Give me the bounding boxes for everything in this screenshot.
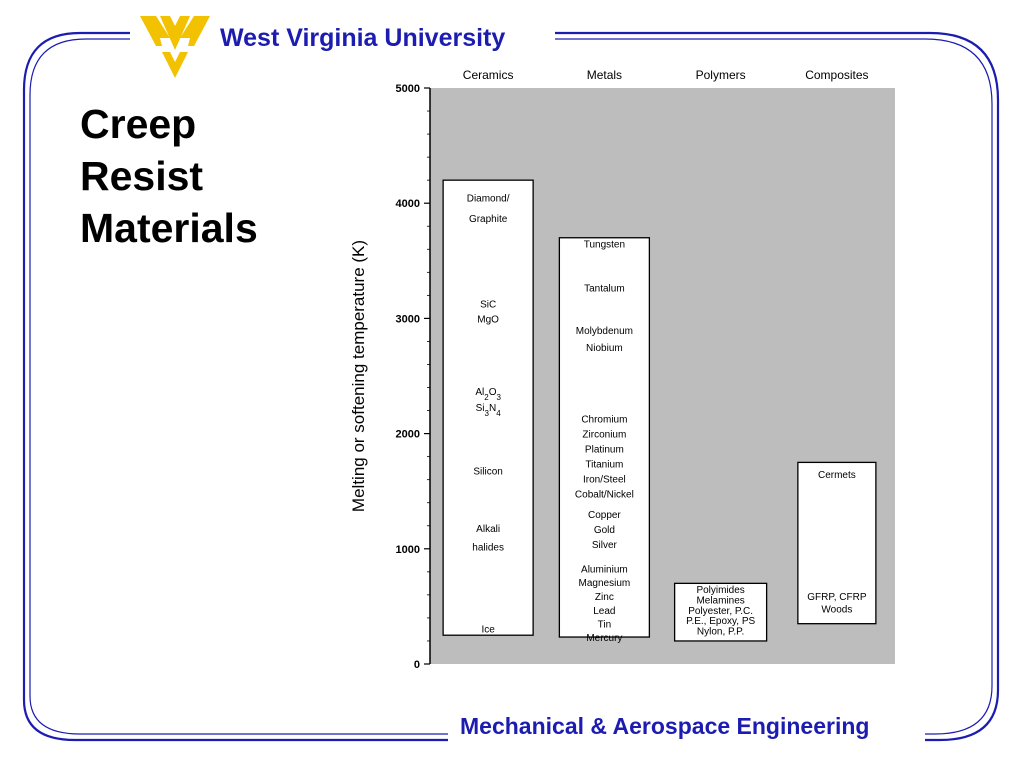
- category-label-metals: Metals: [586, 68, 623, 82]
- bar-label: halides: [472, 542, 504, 554]
- bar-label: Tantalum: [584, 283, 625, 295]
- bar-label: Silicon: [473, 466, 503, 478]
- y-tick-label-4000: 4000: [395, 198, 420, 211]
- y-tick-label-1000: 1000: [395, 543, 420, 556]
- bar-label: Mercury: [586, 633, 623, 645]
- bar-label: Magnesium: [578, 578, 631, 590]
- slide-title: [80, 98, 258, 254]
- slide-title-line-2: Resist: [80, 153, 204, 199]
- bar-label: SiC: [480, 299, 497, 311]
- bar-label: Woods: [821, 604, 853, 616]
- category-label-polymers: Polymers: [695, 68, 746, 82]
- bar-label: Copper: [587, 510, 621, 522]
- bar-label: Cermets: [817, 469, 856, 481]
- bar-label: Graphite: [468, 214, 508, 226]
- bar-label: Diamond/: [466, 193, 510, 205]
- slide-title-line-1: Creep: [80, 101, 197, 147]
- bar-label: Molybdenum: [575, 325, 634, 337]
- bar-label: Lead: [593, 605, 616, 617]
- bar-label: Tin: [597, 619, 612, 631]
- bar-label: MgO: [477, 314, 499, 326]
- y-tick-label-3000: 3000: [395, 313, 420, 326]
- y-tick-label-5000: 5000: [395, 83, 420, 95]
- university-name: West Virginia University: [220, 24, 506, 52]
- bar-label: Melamines: [696, 595, 745, 607]
- bar-label: Zirconium: [582, 429, 627, 441]
- bar-label: Gold: [593, 525, 615, 537]
- bar-label: Polyimides: [696, 585, 745, 597]
- bar-label: Ice: [481, 624, 495, 636]
- bar-label: Polyester, P.C.: [688, 605, 754, 617]
- y-axis-label: Melting or softening temperature (K): [349, 239, 368, 513]
- bar-label: P.E., Epoxy, PS: [686, 616, 756, 628]
- bar-label: Aluminium: [581, 564, 628, 576]
- bar-label: Tungsten: [583, 239, 626, 251]
- bar-label: Chromium: [581, 414, 628, 426]
- bar-label: Cobalt/Nickel: [574, 489, 634, 501]
- bar-label: $Al_2O_3$: [475, 386, 501, 402]
- wv-logo-icon: [140, 16, 210, 80]
- bar-label: GFRP, CFRP: [807, 592, 867, 604]
- bar-label: Iron/Steel: [582, 474, 626, 486]
- category-label-ceramics: Ceramics: [462, 68, 514, 82]
- bar-label: Zinc: [594, 592, 614, 604]
- bar-label: Alkali: [476, 524, 501, 536]
- bar-label: Platinum: [584, 444, 624, 456]
- category-label-composites: Composites: [805, 68, 869, 82]
- bar-label: Titanium: [585, 459, 624, 471]
- bar-label: Niobium: [586, 343, 623, 355]
- bar-label: Silver: [591, 540, 617, 552]
- bar-label: $Si_3N_4$: [475, 403, 501, 418]
- bar-label: Nylon, P.P.: [696, 626, 745, 638]
- y-tick-label-0: 0: [413, 659, 420, 671]
- footer-department: Mechanical & Aerospace Engineering: [460, 713, 870, 739]
- melting-temperature-chart: [340, 62, 900, 682]
- y-tick-label-2000: 2000: [395, 428, 420, 441]
- slide-title-line-3: Materials: [80, 205, 258, 251]
